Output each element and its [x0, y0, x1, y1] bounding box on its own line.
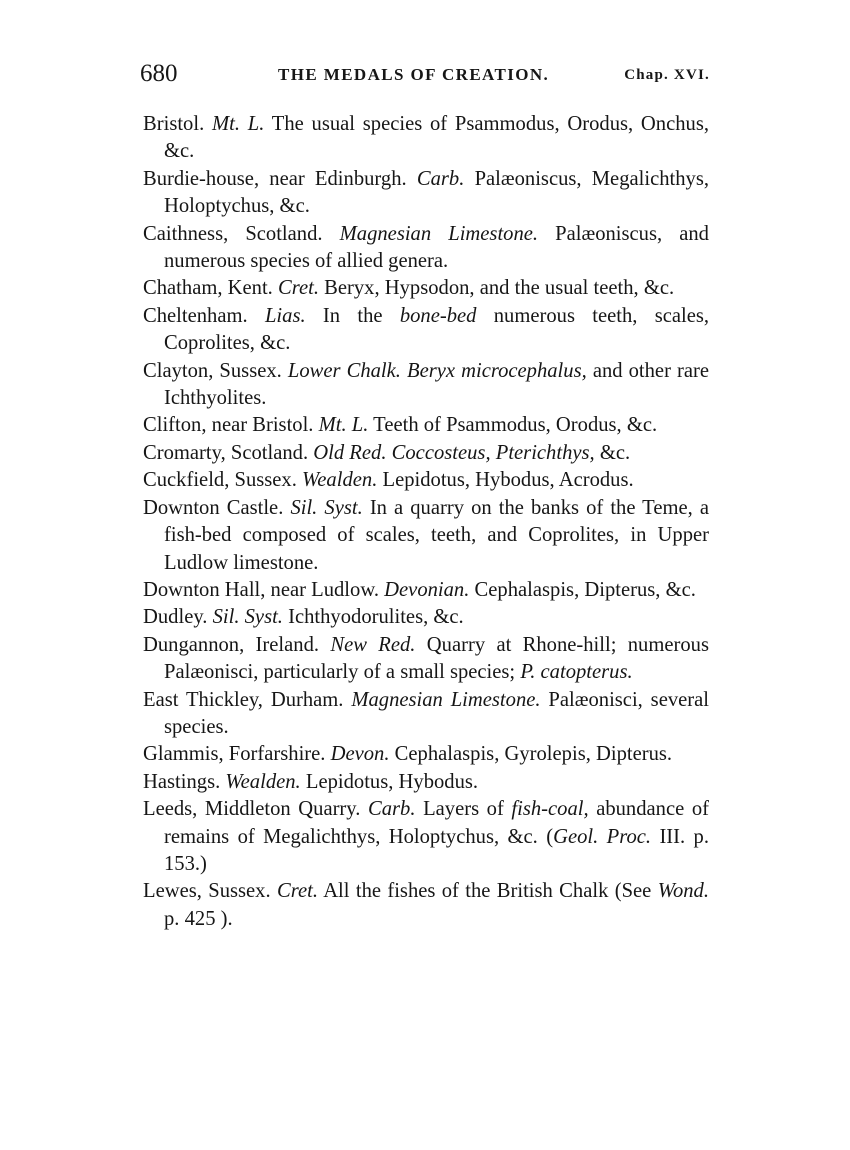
list-item: Caithness, Scotland. Magnesian Limestone. Palæoniscus, and numerous species of allied genera. — [143, 222, 709, 273]
chapter-label: Chap. XVI. — [624, 67, 710, 83]
list-item: Chatham, Kent. Cret. Beryx, Hypsodon, and the usual teeth, &c. — [143, 277, 675, 300]
list-item: Downton Hall, near Ludlow. Devonian. Cephalaspis, Dipterus, &c. — [143, 578, 696, 601]
list-item: Burdie-house, near Edinburgh. Carb. Palæoniscus, Megalichthys, Holoptychus, &c. — [143, 167, 709, 218]
list-item: Glammis, Forfarshire. Devon. Cephalaspis, Gyrolepis, Dipterus. — [143, 743, 673, 766]
list-item: Cheltenham. Lias. In the bone-bed numerous teeth, scales, Coprolites, &c. — [143, 304, 710, 355]
locality-list — [143, 111, 709, 933]
list-item: Downton Castle. Sil. Syst. In a quarry on the banks of the Teme, a fish-bed composed of scales, teeth, and Coprolites, in Upper Ludlow limestone. — [143, 496, 709, 574]
list-item: Clayton, Sussex. Lower Chalk. Beryx microcephalus, and other rare Ichthyolites. — [143, 359, 709, 410]
page-header — [140, 56, 710, 92]
list-item: Cuckfield, Sussex. Wealden. Lepidotus, Hybodus, Acrodus. — [143, 469, 634, 492]
running-title: THE MEDALS OF CREATION. — [278, 65, 550, 84]
list-item: Dungannon, Ireland. New Red. Quarry at Rhone-hill; numerous Palæonisci, particularly of a small species; P. catopterus. — [143, 633, 709, 684]
list-item: Cromarty, Scotland. Old Red. Coccosteus, Pterichthys, &c. — [143, 441, 631, 464]
list-item: Lewes, Sussex. Cret. All the fishes of the British Chalk (See Wond. p. 425 ). — [143, 880, 709, 930]
list-item: Hastings. Wealden. Lepidotus, Hybodus. — [143, 770, 479, 793]
list-item: Leeds, Middleton Quarry. Carb. Layers of fish-coal, abundance of remains of Megalichthys, Holoptychus, &c. (Geol. Proc. III. p. 153.) — [143, 798, 709, 875]
list-item: Dudley. Sil. Syst. Ichthyodorulites, &c. — [143, 606, 464, 629]
list-item: Bristol. Mt. L. The usual species of Psammodus, Orodus, Onchus, &c. — [143, 113, 709, 163]
list-item: Clifton, near Bristol. Mt. L. Teeth of Psammodus, Orodus, &c. — [143, 414, 658, 437]
page-number: 680 — [140, 60, 178, 87]
list-item: East Thickley, Durham. Magnesian Limestone. Palæonisci, several species. — [143, 688, 709, 738]
